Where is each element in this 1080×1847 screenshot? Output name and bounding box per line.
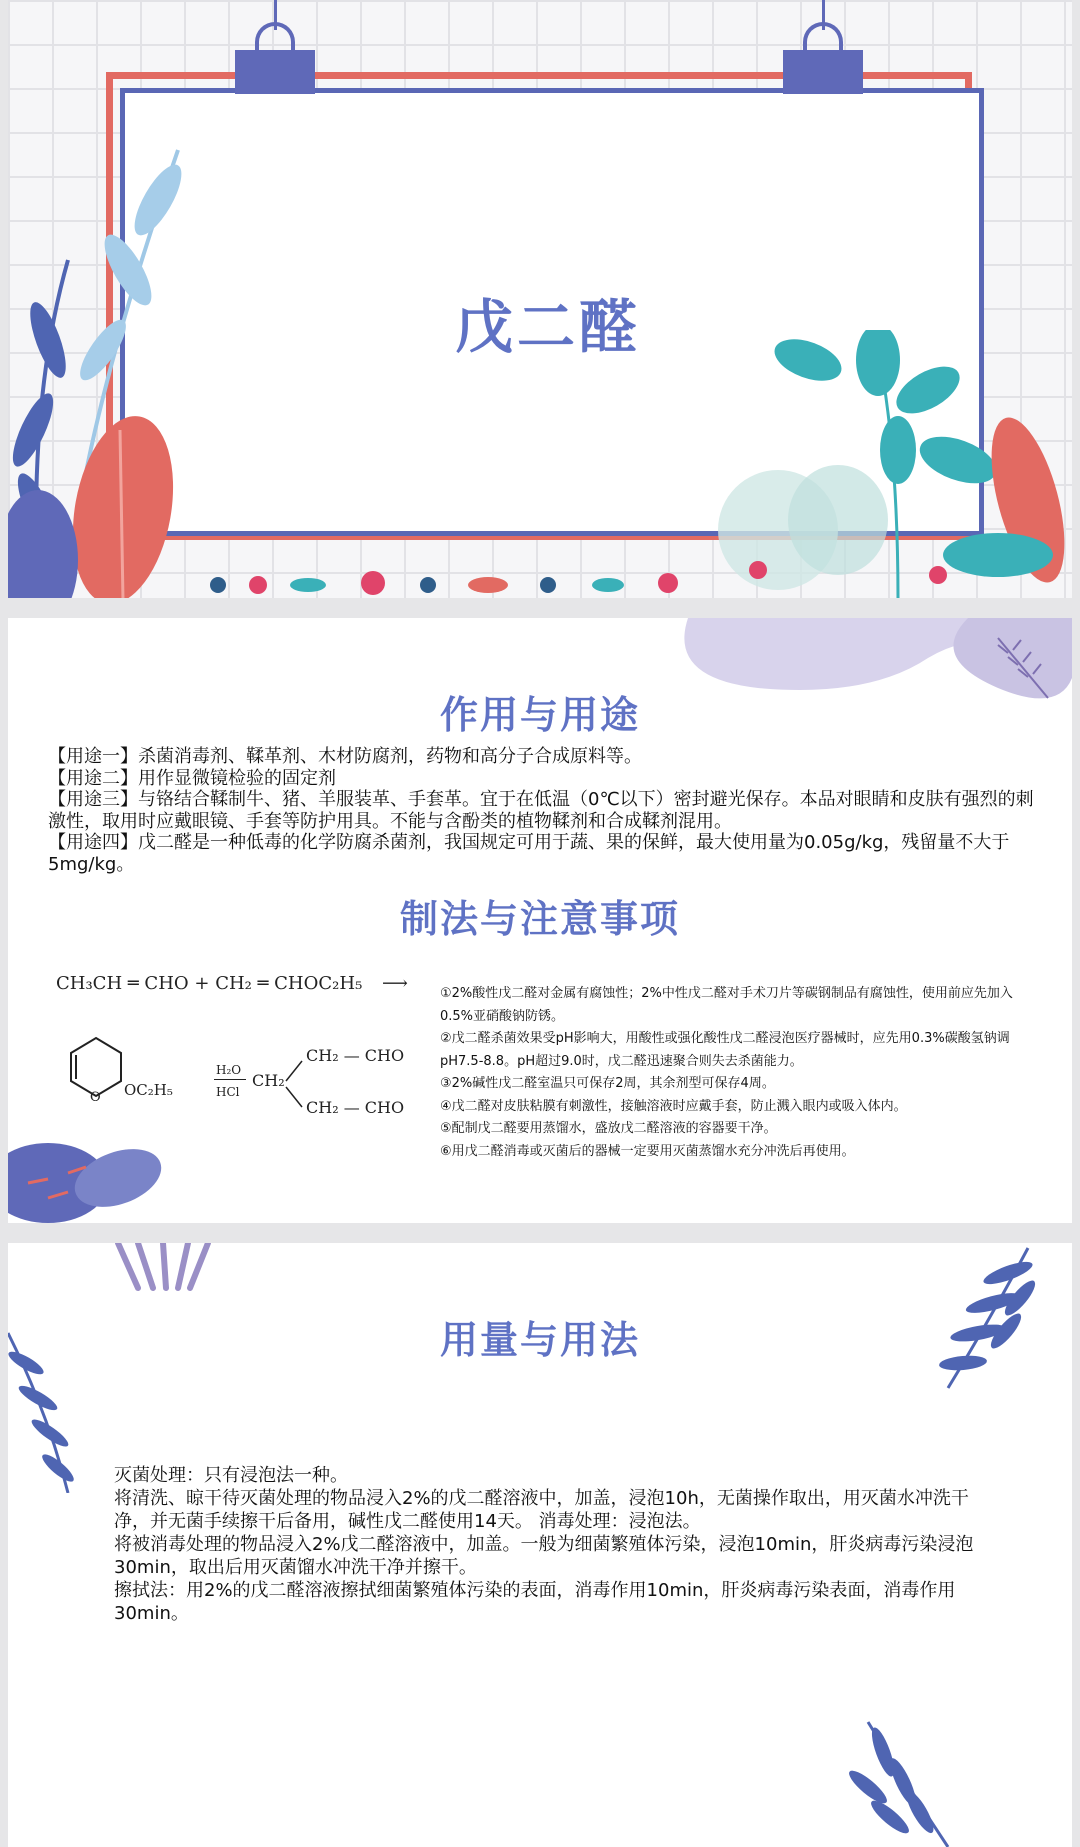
section-heading-preparation: 制法与注意事项 [399, 897, 680, 941]
branch-top: CH₂ — CHO [306, 1046, 405, 1065]
reagent-bottom: HCl [216, 1085, 240, 1099]
svg-text:O: O [90, 1090, 101, 1103]
slide-usage [8, 618, 1072, 1223]
usage-item-3: 【用途三】与铬结合鞣制牛、猪、羊服装革、手套革。宜于在低温（0℃以下）密封避光保存。本品对眼睛和皮肤有强烈的刺激性，取用时应戴眼镜、手套等防护用具。不能与含酚类的植物鞣剂和合成鞣剂混用。 [48, 789, 1034, 832]
floral-border-bottom [198, 555, 718, 598]
precaution-6: ⑥用戊二醛消毒或灭菌后的器械一定要用灭菌蒸馏水充分冲洗后再使用。 [440, 1143, 855, 1159]
dosage-text [114, 1464, 994, 1625]
substituent-label: OC₂H₅ [124, 1081, 173, 1099]
dosage-paragraph-3: 将被消毒处理的物品浸入2%戊二醛溶液中，加盖。一般为细菌繁殖体污染，浸泡10min，肝炎病毒污染浸泡30min，取出后用灭菌馏水冲洗干净并擦干。 [114, 1534, 974, 1578]
dosage-paragraph-4: 擦拭法：用2%的戊二醛溶液擦拭细菌繁殖体污染的表面，消毒作用10min，肝炎病毒污染表面，消毒作用30min。 [114, 1580, 956, 1624]
fern-decoration-bottom-right [848, 1717, 958, 1847]
usage-item-1: 【用途一】杀菌消毒剂、鞣革剂、木材防腐剂，药物和高分子合成原料等。 [48, 746, 642, 767]
reagent-top: H₂O [216, 1063, 242, 1077]
usage-list [48, 746, 1048, 875]
precaution-3: ③2%碱性戊二醛室温只可保存2周，其余剂型可保存4周。 [440, 1076, 775, 1091]
center-ch2: CH₂ [252, 1071, 285, 1090]
plant-decoration-right [698, 330, 1072, 598]
precautions-list [440, 983, 1040, 1163]
chemical-reaction-diagram [56, 973, 416, 1143]
reaction-arrow [214, 1079, 246, 1080]
section-heading-dosage: 用量与用法 [439, 1318, 640, 1362]
dosage-paragraph-2: 将清洗、晾干待灭菌处理的物品浸入2%的戊二醛溶液中，加盖，浸泡10h，无菌操作取出，用灭菌水冲洗干净，并无菌手续擦干后备用，碱性戊二醛使用14天。 消毒处理：浸泡法。 [114, 1488, 969, 1532]
branch-bottom: CH₂ — CHO [306, 1098, 405, 1117]
cover-title: 戊二醛 [454, 293, 641, 361]
precaution-1: ①2%酸性戊二醛对金属有腐蚀性；2%中性戊二醛对手术刀片等碳钢制品有腐蚀性，使用前应先加入0.5%亚硝酸钠防锈。 [440, 986, 1013, 1024]
leaf-decoration-top-left [108, 1243, 218, 1293]
usage-item-2: 【用途二】用作显微镜检验的固定剂 [48, 767, 336, 789]
branch-bonds [284, 1053, 304, 1113]
usage-item-4: 【用途四】戊二醛是一种低毒的化学防腐杀菌剂，我国规定可用于蔬、果的保鲜，最大使用量为0.05g/kg，残留量不大于5mg/kg。 [48, 832, 1010, 875]
plant-decoration-left [8, 140, 248, 598]
precaution-2: ②戊二醛杀菌效果受pH影响大，用酸性或强化酸性戊二醛浸泡医疗器械时，应先用0.3%碳酸氢钠调pH7.5-8.8。pH超过9.0时，戊二醛迅速聚合则失去杀菌能力。 [440, 1031, 1010, 1069]
precaution-4: ④戊二醛对皮肤粘膜有刺激性，接触溶液时应戴手套，防止溅入眼内或吸入体内。 [440, 1098, 907, 1114]
precaution-5: ⑤配制戊二醛要用蒸馏水，盛放戊二醛溶液的容器要干净。 [440, 1121, 777, 1136]
slide-cover [8, 0, 1072, 598]
dihydropyran-ring [66, 1033, 126, 1103]
section-heading-usage: 作用与用途 [439, 693, 640, 737]
dosage-paragraph-1: 灭菌处理：只有浸泡法一种。 [114, 1465, 348, 1486]
reaction-equation-1: CH₃CH ═ CHO + CH₂ ═ CHOC₂H₅ ⟶ [56, 973, 408, 994]
slide-dosage [8, 1243, 1072, 1847]
